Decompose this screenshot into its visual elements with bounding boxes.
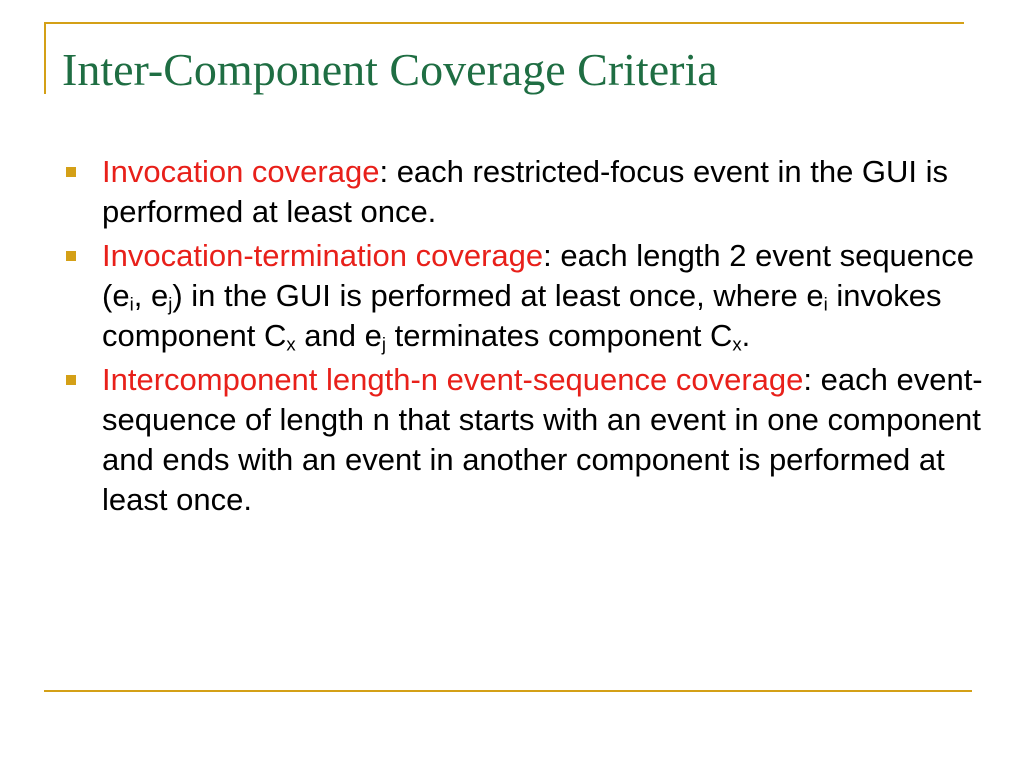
definition-text: . bbox=[741, 318, 751, 353]
subscript: i bbox=[129, 293, 134, 315]
definition-invocation-coverage: : each restricted-focus event in the GUI is performed at least once. bbox=[102, 154, 949, 229]
square-bullet-icon bbox=[66, 167, 76, 177]
definition-text: and e bbox=[295, 318, 382, 353]
definition-text: , e bbox=[133, 278, 169, 313]
bullet-intercomponent-coverage bbox=[56, 360, 996, 520]
bullet-invocation-coverage bbox=[56, 152, 996, 232]
definition-text: terminates component C bbox=[386, 318, 733, 353]
frame-top-rule bbox=[44, 22, 964, 24]
square-bullet-icon bbox=[66, 251, 76, 261]
definition-intercomponent-coverage: : each event-sequence of length n that starts with an event in one component and ends with an event in another component is performed at least once. bbox=[102, 362, 983, 517]
definition-text: ) in the GUI is performed at least once, where e bbox=[172, 278, 824, 313]
frame-left-rule bbox=[44, 22, 46, 94]
subscript: x bbox=[286, 333, 296, 355]
term-intercomponent-coverage: Intercomponent length-n event-sequence coverage bbox=[102, 362, 804, 397]
term-invocation-termination-coverage: Invocation-termination coverage bbox=[102, 238, 544, 273]
subscript: j bbox=[381, 333, 387, 355]
bullet-invocation-termination-coverage bbox=[56, 236, 996, 356]
slide-title: Inter-Component Coverage Criteria bbox=[62, 44, 718, 95]
frame-bottom-rule bbox=[44, 690, 972, 692]
definition-text: : each length 2 event sequence (e bbox=[102, 238, 975, 313]
subscript: i bbox=[823, 293, 828, 315]
subscript: j bbox=[168, 293, 173, 315]
square-bullet-icon bbox=[66, 375, 76, 385]
bullet-list bbox=[56, 152, 996, 524]
term-invocation-coverage: Invocation coverage bbox=[102, 154, 380, 189]
subscript: x bbox=[732, 333, 742, 355]
definition-text: invokes component C bbox=[102, 278, 942, 353]
